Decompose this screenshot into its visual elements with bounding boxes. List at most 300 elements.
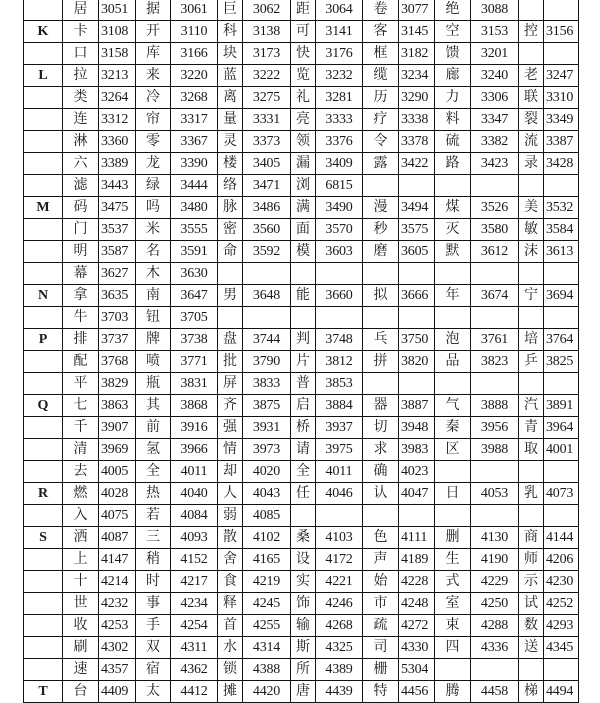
character-cell: 拼 bbox=[363, 351, 399, 373]
code-number-cell: 3790 bbox=[243, 351, 291, 373]
code-number-cell: 4111 bbox=[399, 527, 435, 549]
code-number-cell: 3176 bbox=[316, 43, 363, 65]
table-row bbox=[24, 549, 579, 571]
character-cell: 框 bbox=[363, 43, 399, 65]
character-cell: 米 bbox=[136, 219, 171, 241]
character-cell: 市 bbox=[363, 593, 399, 615]
code-number-cell: 3603 bbox=[316, 241, 363, 263]
code-number-cell: 3964 bbox=[544, 417, 579, 439]
code-number-cell bbox=[316, 307, 363, 329]
character-cell: 删 bbox=[435, 527, 471, 549]
pinyin-initial-letter bbox=[24, 659, 63, 681]
pinyin-initial-letter bbox=[24, 571, 63, 593]
code-number-cell: 3310 bbox=[544, 87, 579, 109]
character-cell: 牌 bbox=[136, 329, 171, 351]
code-number-cell: 4293 bbox=[544, 615, 579, 637]
character-cell: 排 bbox=[63, 329, 99, 351]
code-number-cell: 4130 bbox=[471, 527, 519, 549]
code-number-cell: 3110 bbox=[171, 21, 218, 43]
character-cell: 普 bbox=[291, 373, 316, 395]
character-cell: 明 bbox=[63, 241, 99, 263]
code-number-cell: 3820 bbox=[399, 351, 435, 373]
code-number-cell: 3201 bbox=[471, 43, 519, 65]
character-cell: 帘 bbox=[136, 109, 171, 131]
code-number-cell: 3612 bbox=[471, 241, 519, 263]
character-cell bbox=[519, 461, 544, 483]
code-number-cell: 3584 bbox=[544, 219, 579, 241]
pinyin-initial-letter bbox=[24, 175, 63, 197]
code-number-cell: 3338 bbox=[399, 109, 435, 131]
code-number-cell: 4345 bbox=[544, 637, 579, 659]
code-number-cell: 4147 bbox=[99, 549, 136, 571]
code-number-cell bbox=[471, 307, 519, 329]
character-cell: 启 bbox=[291, 395, 316, 417]
code-number-cell: 3526 bbox=[471, 197, 519, 219]
character-cell: 却 bbox=[218, 461, 243, 483]
character-cell: 双 bbox=[136, 637, 171, 659]
character-cell: 乓 bbox=[363, 329, 399, 351]
code-number-cell: 3937 bbox=[316, 417, 363, 439]
code-number-cell: 4250 bbox=[471, 593, 519, 615]
code-number-cell: 4229 bbox=[471, 571, 519, 593]
code-number-cell: 3166 bbox=[171, 43, 218, 65]
character-cell: 领 bbox=[291, 131, 316, 153]
character-cell: 喷 bbox=[136, 351, 171, 373]
character-cell: 裂 bbox=[519, 109, 544, 131]
character-cell: 绿 bbox=[136, 175, 171, 197]
code-number-cell: 3613 bbox=[544, 241, 579, 263]
character-cell: 瓶 bbox=[136, 373, 171, 395]
pinyin-initial-letter bbox=[24, 417, 63, 439]
character-cell: 区 bbox=[435, 439, 471, 461]
character-cell: 试 bbox=[519, 593, 544, 615]
code-number-cell: 4040 bbox=[171, 483, 218, 505]
character-cell: 路 bbox=[435, 153, 471, 175]
code-number-cell: 3444 bbox=[171, 175, 218, 197]
table-row bbox=[24, 637, 579, 659]
character-cell: 拉 bbox=[63, 65, 99, 87]
character-index-table bbox=[23, 0, 579, 703]
code-number-cell: 3575 bbox=[399, 219, 435, 241]
code-number-cell: 4336 bbox=[471, 637, 519, 659]
code-number-cell: 4253 bbox=[99, 615, 136, 637]
character-cell bbox=[519, 43, 544, 65]
code-number-cell: 4302 bbox=[99, 637, 136, 659]
character-cell: 淋 bbox=[63, 131, 99, 153]
character-cell: 乳 bbox=[519, 483, 544, 505]
code-number-cell: 4268 bbox=[316, 615, 363, 637]
character-cell: 南 bbox=[136, 285, 171, 307]
table-row bbox=[24, 153, 579, 175]
table-row bbox=[24, 483, 579, 505]
code-number-cell: 3312 bbox=[99, 109, 136, 131]
code-number-cell: 4362 bbox=[171, 659, 218, 681]
code-number-cell: 4230 bbox=[544, 571, 579, 593]
character-cell: 开 bbox=[136, 21, 171, 43]
character-cell bbox=[363, 307, 399, 329]
code-number-cell: 4311 bbox=[171, 637, 218, 659]
code-number-cell: 3281 bbox=[316, 87, 363, 109]
code-number-cell: 3409 bbox=[316, 153, 363, 175]
table-row bbox=[24, 461, 579, 483]
character-cell: 据 bbox=[136, 0, 171, 21]
character-cell: 能 bbox=[291, 285, 316, 307]
code-number-cell: 3853 bbox=[316, 373, 363, 395]
code-number-cell: 3153 bbox=[471, 21, 519, 43]
code-number-cell: 3591 bbox=[171, 241, 218, 263]
table-row bbox=[24, 571, 579, 593]
code-number-cell: 3306 bbox=[471, 87, 519, 109]
character-cell bbox=[218, 307, 243, 329]
code-number-cell bbox=[243, 307, 291, 329]
pinyin-initial-letter bbox=[24, 373, 63, 395]
character-cell: 热 bbox=[136, 483, 171, 505]
code-number-cell: 4047 bbox=[399, 483, 435, 505]
character-cell: 年 bbox=[435, 285, 471, 307]
code-number-cell: 3423 bbox=[471, 153, 519, 175]
code-number-cell: 3247 bbox=[544, 65, 579, 87]
character-cell: 连 bbox=[63, 109, 99, 131]
character-cell: 人 bbox=[218, 483, 243, 505]
character-cell: 束 bbox=[435, 615, 471, 637]
code-number-cell: 3376 bbox=[316, 131, 363, 153]
character-cell: 桥 bbox=[291, 417, 316, 439]
code-number-cell: 3888 bbox=[471, 395, 519, 417]
character-cell: 疗 bbox=[363, 109, 399, 131]
pinyin-initial-letter bbox=[24, 0, 63, 21]
character-cell: 控 bbox=[519, 21, 544, 43]
code-number-cell: 4023 bbox=[399, 461, 435, 483]
table-row bbox=[24, 615, 579, 637]
character-cell: 空 bbox=[435, 21, 471, 43]
code-number-cell: 3555 bbox=[171, 219, 218, 241]
code-number-cell: 3705 bbox=[171, 307, 218, 329]
character-cell: 实 bbox=[291, 571, 316, 593]
character-cell bbox=[218, 263, 243, 285]
character-cell: 稍 bbox=[136, 549, 171, 571]
character-cell: 手 bbox=[136, 615, 171, 637]
character-cell bbox=[519, 0, 544, 21]
code-number-cell: 3405 bbox=[243, 153, 291, 175]
code-number-cell: 4357 bbox=[99, 659, 136, 681]
code-number-cell: 4420 bbox=[243, 681, 291, 703]
character-cell: 磨 bbox=[363, 241, 399, 263]
table-row bbox=[24, 0, 579, 21]
character-cell: 商 bbox=[519, 527, 544, 549]
code-number-cell bbox=[243, 263, 291, 285]
character-cell: 弱 bbox=[218, 505, 243, 527]
character-cell bbox=[435, 263, 471, 285]
character-cell: 距 bbox=[291, 0, 316, 21]
code-number-cell: 4232 bbox=[99, 593, 136, 615]
code-number-cell: 4458 bbox=[471, 681, 519, 703]
code-number-cell: 3916 bbox=[171, 417, 218, 439]
code-number-cell bbox=[544, 659, 579, 681]
character-cell: 数 bbox=[519, 615, 544, 637]
character-cell: 库 bbox=[136, 43, 171, 65]
code-number-cell: 3703 bbox=[99, 307, 136, 329]
character-cell: 历 bbox=[363, 87, 399, 109]
pinyin-initial-letter bbox=[24, 219, 63, 241]
code-number-cell: 4075 bbox=[99, 505, 136, 527]
character-cell: 满 bbox=[291, 197, 316, 219]
pinyin-initial-letter: R bbox=[24, 483, 63, 505]
character-cell bbox=[435, 461, 471, 483]
character-cell: 令 bbox=[363, 131, 399, 153]
code-number-cell: 3983 bbox=[399, 439, 435, 461]
character-cell: 始 bbox=[363, 571, 399, 593]
code-number-cell: 3737 bbox=[99, 329, 136, 351]
code-number-cell: 3108 bbox=[99, 21, 136, 43]
character-cell bbox=[519, 175, 544, 197]
code-number-cell: 3290 bbox=[399, 87, 435, 109]
character-cell: 腾 bbox=[435, 681, 471, 703]
character-cell: 乒 bbox=[519, 351, 544, 373]
code-number-cell: 3761 bbox=[471, 329, 519, 351]
character-cell: 器 bbox=[363, 395, 399, 417]
character-cell: 秦 bbox=[435, 417, 471, 439]
code-number-cell: 3627 bbox=[99, 263, 136, 285]
character-cell: 色 bbox=[363, 527, 399, 549]
character-cell: 设 bbox=[291, 549, 316, 571]
character-cell: 刷 bbox=[63, 637, 99, 659]
character-cell: 前 bbox=[136, 417, 171, 439]
character-cell bbox=[519, 307, 544, 329]
character-cell: 礼 bbox=[291, 87, 316, 109]
character-cell: 漏 bbox=[291, 153, 316, 175]
code-number-cell: 4245 bbox=[243, 593, 291, 615]
character-cell: 水 bbox=[218, 637, 243, 659]
code-number-cell: 4494 bbox=[544, 681, 579, 703]
table-row bbox=[24, 417, 579, 439]
character-cell: 送 bbox=[519, 637, 544, 659]
code-number-cell: 4190 bbox=[471, 549, 519, 571]
character-cell: 居 bbox=[63, 0, 99, 21]
pinyin-initial-letter bbox=[24, 505, 63, 527]
code-number-cell: 4084 bbox=[171, 505, 218, 527]
code-number-cell: 4206 bbox=[544, 549, 579, 571]
character-cell: 录 bbox=[519, 153, 544, 175]
character-cell: 培 bbox=[519, 329, 544, 351]
character-cell: 冷 bbox=[136, 87, 171, 109]
code-number-cell: 3331 bbox=[243, 109, 291, 131]
character-cell: 司 bbox=[363, 637, 399, 659]
table-row bbox=[24, 395, 579, 417]
character-cell: 拟 bbox=[363, 285, 399, 307]
character-cell: 脉 bbox=[218, 197, 243, 219]
pinyin-initial-letter bbox=[24, 263, 63, 285]
character-cell: 客 bbox=[363, 21, 399, 43]
pinyin-initial-letter bbox=[24, 593, 63, 615]
code-number-cell: 3213 bbox=[99, 65, 136, 87]
character-cell: 默 bbox=[435, 241, 471, 263]
code-number-cell: 3969 bbox=[99, 439, 136, 461]
character-cell bbox=[435, 307, 471, 329]
code-number-cell: 4409 bbox=[99, 681, 136, 703]
character-cell: 浏 bbox=[291, 175, 316, 197]
code-number-cell bbox=[399, 505, 435, 527]
character-cell bbox=[519, 263, 544, 285]
character-cell: 敏 bbox=[519, 219, 544, 241]
code-number-cell: 4028 bbox=[99, 483, 136, 505]
code-number-cell: 3587 bbox=[99, 241, 136, 263]
character-cell: 疏 bbox=[363, 615, 399, 637]
code-number-cell: 4085 bbox=[243, 505, 291, 527]
character-cell: 美 bbox=[519, 197, 544, 219]
code-number-cell: 3868 bbox=[171, 395, 218, 417]
character-cell: 秒 bbox=[363, 219, 399, 241]
character-cell: 太 bbox=[136, 681, 171, 703]
character-cell: 齐 bbox=[218, 395, 243, 417]
pinyin-initial-letter bbox=[24, 351, 63, 373]
code-number-cell bbox=[316, 505, 363, 527]
character-cell: 日 bbox=[435, 483, 471, 505]
code-number-cell: 4325 bbox=[316, 637, 363, 659]
code-number-cell: 4103 bbox=[316, 527, 363, 549]
character-cell: 世 bbox=[63, 593, 99, 615]
code-number-cell bbox=[544, 175, 579, 197]
code-number-cell: 3145 bbox=[399, 21, 435, 43]
character-cell: 三 bbox=[136, 527, 171, 549]
character-cell: 上 bbox=[63, 549, 99, 571]
character-cell: 师 bbox=[519, 549, 544, 571]
table-row bbox=[24, 659, 579, 681]
character-cell: 楼 bbox=[218, 153, 243, 175]
code-number-cell: 4234 bbox=[171, 593, 218, 615]
character-cell: 流 bbox=[519, 131, 544, 153]
table-row bbox=[24, 241, 579, 263]
code-number-cell bbox=[471, 175, 519, 197]
pinyin-initial-letter bbox=[24, 637, 63, 659]
code-number-cell: 3317 bbox=[171, 109, 218, 131]
code-number-cell: 3812 bbox=[316, 351, 363, 373]
character-cell: 屏 bbox=[218, 373, 243, 395]
code-number-cell: 3532 bbox=[544, 197, 579, 219]
code-number-cell bbox=[399, 373, 435, 395]
code-number-cell: 4252 bbox=[544, 593, 579, 615]
code-number-cell: 3061 bbox=[171, 0, 218, 21]
table-row bbox=[24, 65, 579, 87]
character-cell: 情 bbox=[218, 439, 243, 461]
code-number-cell: 3428 bbox=[544, 153, 579, 175]
table-row bbox=[24, 175, 579, 197]
character-cell: 七 bbox=[63, 395, 99, 417]
code-number-cell: 3138 bbox=[243, 21, 291, 43]
code-number-cell: 3222 bbox=[243, 65, 291, 87]
character-cell bbox=[519, 659, 544, 681]
code-number-cell: 4456 bbox=[399, 681, 435, 703]
code-number-cell: 3975 bbox=[316, 439, 363, 461]
code-number-cell: 4144 bbox=[544, 527, 579, 549]
code-number-cell: 3630 bbox=[171, 263, 218, 285]
code-number-cell: 3833 bbox=[243, 373, 291, 395]
character-cell: 煤 bbox=[435, 197, 471, 219]
pinyin-initial-letter: M bbox=[24, 197, 63, 219]
code-number-cell: 3232 bbox=[316, 65, 363, 87]
table-row bbox=[24, 109, 579, 131]
character-cell bbox=[435, 373, 471, 395]
table-row bbox=[24, 593, 579, 615]
code-number-cell bbox=[471, 263, 519, 285]
character-cell: 量 bbox=[218, 109, 243, 131]
character-cell: 面 bbox=[291, 219, 316, 241]
code-number-cell: 3863 bbox=[99, 395, 136, 417]
code-number-cell: 3750 bbox=[399, 329, 435, 351]
pinyin-initial-letter bbox=[24, 461, 63, 483]
character-cell: 锁 bbox=[218, 659, 243, 681]
character-cell: 青 bbox=[519, 417, 544, 439]
character-cell: 名 bbox=[136, 241, 171, 263]
character-cell: 码 bbox=[63, 197, 99, 219]
code-number-cell bbox=[471, 659, 519, 681]
code-number-cell: 3580 bbox=[471, 219, 519, 241]
character-cell: 离 bbox=[218, 87, 243, 109]
pinyin-initial-letter bbox=[24, 615, 63, 637]
code-number-cell: 4189 bbox=[399, 549, 435, 571]
code-number-cell: 3333 bbox=[316, 109, 363, 131]
character-cell: 幕 bbox=[63, 263, 99, 285]
character-cell: 吗 bbox=[136, 197, 171, 219]
character-cell: 龙 bbox=[136, 153, 171, 175]
code-number-cell: 3973 bbox=[243, 439, 291, 461]
code-number-cell: 4217 bbox=[171, 571, 218, 593]
code-number-cell bbox=[399, 175, 435, 197]
character-cell: 任 bbox=[291, 483, 316, 505]
pinyin-initial-letter bbox=[24, 439, 63, 461]
character-cell: 六 bbox=[63, 153, 99, 175]
character-cell: 千 bbox=[63, 417, 99, 439]
character-cell: 全 bbox=[136, 461, 171, 483]
character-cell bbox=[363, 373, 399, 395]
pinyin-initial-letter bbox=[24, 307, 63, 329]
code-number-cell: 3494 bbox=[399, 197, 435, 219]
table-row bbox=[24, 21, 579, 43]
character-cell bbox=[363, 263, 399, 285]
character-cell: 宁 bbox=[519, 285, 544, 307]
table-row bbox=[24, 527, 579, 549]
code-number-cell: 3887 bbox=[399, 395, 435, 417]
code-number-cell: 4073 bbox=[544, 483, 579, 505]
code-number-cell: 3988 bbox=[471, 439, 519, 461]
character-cell: 确 bbox=[363, 461, 399, 483]
code-number-cell: 3390 bbox=[171, 153, 218, 175]
code-number-cell: 3367 bbox=[171, 131, 218, 153]
character-cell: 事 bbox=[136, 593, 171, 615]
character-cell: 科 bbox=[218, 21, 243, 43]
character-cell: 十 bbox=[63, 571, 99, 593]
code-number-cell: 3907 bbox=[99, 417, 136, 439]
code-number-cell bbox=[544, 307, 579, 329]
character-cell: 亮 bbox=[291, 109, 316, 131]
code-number-cell: 4053 bbox=[471, 483, 519, 505]
code-number-cell: 3748 bbox=[316, 329, 363, 351]
code-number-cell: 3389 bbox=[99, 153, 136, 175]
character-cell: 绝 bbox=[435, 0, 471, 21]
code-number-cell bbox=[544, 505, 579, 527]
code-number-cell: 4011 bbox=[171, 461, 218, 483]
table-row bbox=[24, 87, 579, 109]
code-number-cell: 3647 bbox=[171, 285, 218, 307]
character-cell: 灭 bbox=[435, 219, 471, 241]
character-cell: 饰 bbox=[291, 593, 316, 615]
code-number-cell: 4272 bbox=[399, 615, 435, 637]
code-number-cell bbox=[544, 0, 579, 21]
code-number-cell: 3373 bbox=[243, 131, 291, 153]
character-cell bbox=[435, 505, 471, 527]
code-number-cell: 3891 bbox=[544, 395, 579, 417]
table-row bbox=[24, 505, 579, 527]
code-number-cell: 3062 bbox=[243, 0, 291, 21]
